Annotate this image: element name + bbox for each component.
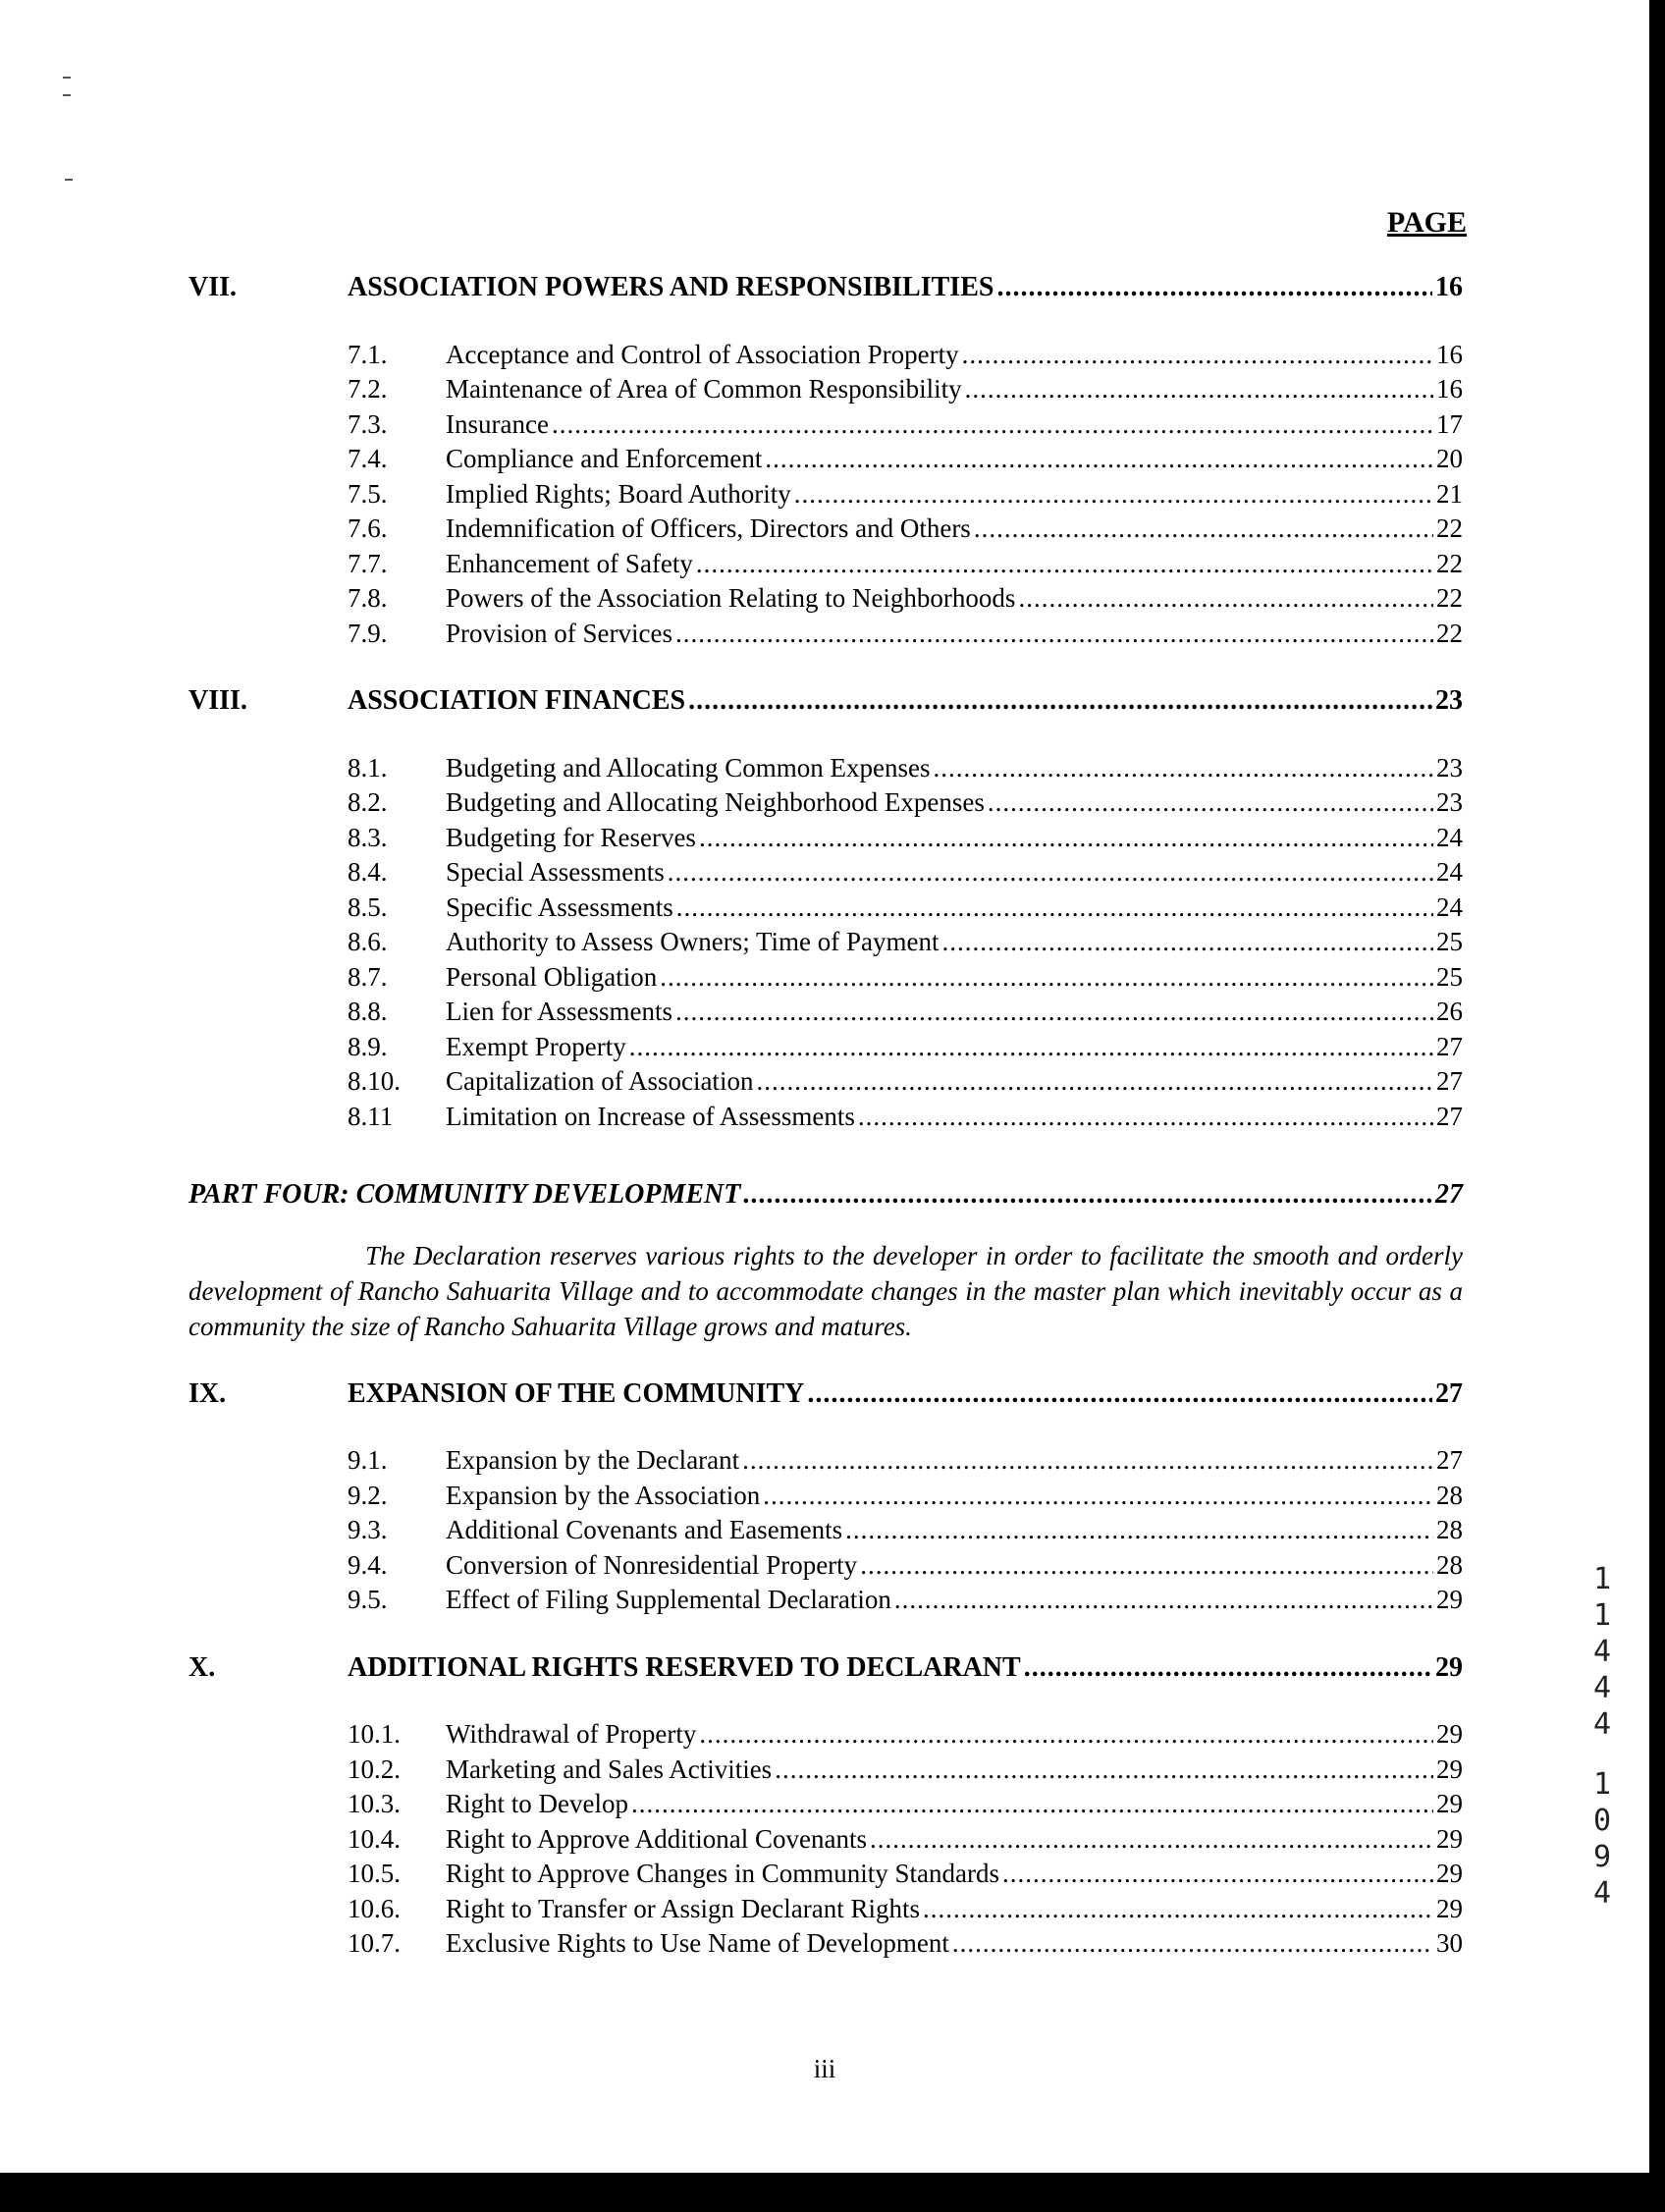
toc-page-number: 17 — [1436, 408, 1463, 439]
dot-leader — [962, 338, 1433, 373]
toc-title: EXPANSION OF THE COMMUNITY — [348, 1377, 805, 1409]
dot-leader — [923, 1892, 1433, 1927]
toc-entry[interactable] — [188, 1479, 1463, 1514]
toc-number: 7.5. — [348, 478, 388, 509]
part-intro-paragraph: The Declaration reserves various rights to the developer in order to facilitate the smooth and orderly development of Rancho Sahuarita Village and to accommodate changes in the master plan which inevitably occur as a community the size of Rancho Sahuarita Village grows and matures. — [188, 1240, 1463, 1341]
toc-page-number: 28 — [1436, 1549, 1463, 1580]
toc-page-number: 16 — [1436, 374, 1463, 404]
toc-page-number: 22 — [1436, 583, 1463, 613]
toc-entry[interactable] — [188, 1443, 1463, 1479]
toc-number: 10.4. — [348, 1823, 401, 1854]
dot-leader — [845, 1513, 1433, 1548]
toc-sections-group — [188, 270, 1463, 1134]
toc-number: X. — [188, 1651, 216, 1683]
toc-page-number: 27 — [1436, 1101, 1463, 1131]
toc-entry[interactable] — [188, 1100, 1463, 1135]
toc-entry[interactable] — [188, 821, 1463, 856]
toc-entry[interactable] — [188, 1717, 1463, 1753]
stamp-digit: 1 — [1592, 1598, 1612, 1633]
toc-number: 8.9. — [348, 1031, 388, 1061]
toc-number: VIII. — [188, 685, 247, 716]
toc-entry[interactable] — [188, 338, 1463, 373]
toc-page-number: 29 — [1436, 1753, 1463, 1784]
stamp-digit: 1 — [1592, 1767, 1612, 1802]
dot-leader — [742, 1443, 1433, 1479]
stamp-digit: 4 — [1592, 1635, 1612, 1669]
dot-leader — [870, 1822, 1433, 1858]
toc-page-number: 29 — [1436, 1859, 1463, 1888]
toc-number: 9.3. — [348, 1515, 388, 1544]
toc-entry[interactable] — [188, 1548, 1463, 1584]
dot-leader — [974, 512, 1433, 547]
toc-page-number: 27 — [1436, 1031, 1463, 1061]
toc-page-number: 23 — [1436, 752, 1463, 782]
toc-entry[interactable] — [188, 1030, 1463, 1065]
dot-leader — [1018, 581, 1433, 617]
toc-number: 8.4. — [348, 857, 388, 887]
toc-entry[interactable] — [188, 1753, 1463, 1788]
toc-entry[interactable] — [188, 995, 1463, 1030]
dot-leader — [668, 855, 1433, 890]
toc-title: Additional Covenants and Easements — [446, 1515, 843, 1544]
dot-leader — [699, 821, 1433, 856]
toc-title: Specific Assessments — [446, 891, 673, 922]
toc-title: ADDITIONAL RIGHTS RESERVED TO DECLARANT — [348, 1651, 1021, 1683]
toc-title: Right to Transfer or Assign Declarant Rights — [446, 1893, 920, 1923]
toc-entry[interactable] — [188, 1857, 1463, 1892]
dot-leader — [552, 407, 1433, 443]
toc-title: Expansion by the Association — [446, 1480, 761, 1510]
toc-number: 10.2. — [348, 1753, 401, 1784]
dot-leader — [696, 547, 1433, 582]
dot-leader — [676, 890, 1433, 926]
toc-number: 8.11 — [348, 1101, 394, 1131]
toc-title: Right to Approve Changes in Community Standards — [446, 1859, 999, 1888]
toc-section-heading[interactable] — [188, 683, 1463, 719]
toc-section-heading[interactable] — [188, 270, 1463, 305]
table-of-contents — [188, 270, 1463, 1962]
toc-title: ASSOCIATION POWERS AND RESPONSIBILITIES — [348, 272, 994, 302]
toc-entry[interactable] — [188, 751, 1463, 786]
toc-entry[interactable] — [188, 1583, 1463, 1618]
toc-page-number: 20 — [1436, 444, 1463, 473]
toc-title: Budgeting and Allocating Common Expenses — [446, 752, 931, 782]
dot-leader — [765, 442, 1433, 477]
toc-entry[interactable] — [188, 442, 1463, 477]
toc-entry[interactable] — [188, 512, 1463, 547]
toc-number: 8.10. — [348, 1066, 401, 1096]
toc-number: 7.8. — [348, 583, 388, 613]
toc-title: Lien for Assessments — [446, 997, 672, 1026]
toc-number: VII. — [188, 272, 238, 302]
toc-number: 8.2. — [348, 787, 388, 817]
dot-leader — [631, 1787, 1433, 1822]
toc-title: Indemnification of Officers, Directors and Others — [446, 513, 971, 543]
dot-leader — [756, 1064, 1433, 1100]
toc-number: 8.1. — [348, 752, 388, 782]
toc-title: Implied Rights; Board Authority — [446, 478, 791, 509]
dot-leader — [933, 751, 1433, 786]
toc-page-number: 21 — [1436, 478, 1463, 509]
scan-mark — [63, 77, 71, 79]
toc-number: 10.1. — [348, 1719, 401, 1749]
toc-page-number: 27 — [1436, 1066, 1463, 1096]
toc-page-number: 24 — [1436, 857, 1463, 887]
dot-leader — [965, 372, 1433, 407]
toc-page-number: 29 — [1436, 1789, 1463, 1818]
toc-title: Personal Obligation — [446, 961, 658, 992]
dot-leader — [688, 683, 1432, 719]
dot-leader — [743, 1177, 1432, 1213]
dot-leader — [675, 617, 1433, 652]
toc-number: 8.8. — [348, 997, 388, 1026]
toc-number: 8.3. — [348, 822, 388, 852]
dot-leader — [1002, 1857, 1433, 1892]
dot-leader — [996, 270, 1432, 305]
dot-leader — [775, 1753, 1433, 1788]
dot-leader — [858, 1100, 1433, 1135]
stamp-digit: 0 — [1592, 1804, 1612, 1838]
toc-title: Budgeting and Allocating Neighborhood Expenses — [446, 787, 985, 817]
toc-title: Right to Develop — [446, 1789, 628, 1818]
page-column-heading: PAGE — [1386, 206, 1467, 239]
stamp-digit: 9 — [1592, 1840, 1612, 1874]
toc-title: Acceptance and Control of Association Property — [446, 339, 959, 369]
toc-entry[interactable] — [188, 581, 1463, 617]
toc-page-number: 25 — [1436, 961, 1463, 992]
stamp-digit: 1 — [1592, 1562, 1612, 1596]
toc-title: Exempt Property — [446, 1031, 626, 1061]
dot-leader — [942, 925, 1433, 960]
toc-part-heading[interactable] — [188, 1177, 1463, 1213]
toc-number: 7.3. — [348, 408, 388, 439]
toc-number: 8.6. — [348, 927, 388, 956]
dot-leader — [952, 1926, 1433, 1962]
toc-number: 9.5. — [348, 1585, 388, 1614]
dot-leader — [860, 1548, 1433, 1584]
toc-number: 7.1. — [348, 339, 388, 369]
toc-number: 7.4. — [348, 444, 388, 473]
toc-title: ASSOCIATION FINANCES — [348, 685, 686, 716]
dot-leader — [894, 1583, 1433, 1618]
toc-page-number: 24 — [1436, 822, 1463, 852]
dot-leader — [794, 477, 1433, 513]
toc-title: Conversion of Nonresidential Property — [446, 1549, 858, 1580]
toc-page-number: 28 — [1436, 1480, 1463, 1510]
toc-number: 7.7. — [348, 548, 388, 578]
dot-leader — [675, 995, 1433, 1030]
toc-entry[interactable] — [188, 1892, 1463, 1927]
toc-page-number: 16 — [1436, 339, 1463, 369]
toc-entry[interactable] — [188, 1513, 1463, 1548]
toc-page-number: 27 — [1436, 1445, 1463, 1475]
dot-leader — [763, 1479, 1433, 1514]
toc-number: 9.2. — [348, 1480, 388, 1510]
toc-title: Powers of the Association Relating to Neighborhoods — [446, 583, 1016, 613]
toc-page-number: 30 — [1436, 1928, 1463, 1958]
toc-entry[interactable] — [188, 372, 1463, 407]
dot-leader — [629, 1030, 1433, 1065]
toc-title: Maintenance of Area of Common Responsibility — [446, 374, 962, 404]
toc-entry[interactable] — [188, 785, 1463, 821]
side-stamp-number — [1583, 1561, 1622, 1912]
toc-page-number: 23 — [1435, 685, 1463, 716]
toc-title: Authority to Assess Owners; Time of Payment — [446, 927, 940, 956]
toc-title: Capitalization of Association — [446, 1066, 754, 1096]
toc-entry[interactable] — [188, 960, 1463, 996]
toc-entry[interactable] — [188, 1787, 1463, 1822]
toc-page-number: 29 — [1436, 1893, 1463, 1923]
toc-entry[interactable] — [188, 407, 1463, 443]
stamp-digit: 4 — [1592, 1876, 1612, 1911]
toc-title: Marketing and Sales Activities — [446, 1753, 773, 1784]
toc-entry[interactable] — [188, 617, 1463, 652]
toc-page-number: 23 — [1436, 787, 1463, 817]
dot-leader — [699, 1717, 1433, 1753]
toc-title: Compliance and Enforcement — [446, 444, 763, 473]
dot-leader — [807, 1376, 1432, 1412]
toc-title: Limitation on Increase of Assessments — [446, 1101, 855, 1131]
toc-page-number: 29 — [1436, 1585, 1463, 1614]
toc-title: Insurance — [446, 408, 549, 439]
toc-title: Withdrawal of Property — [446, 1719, 697, 1749]
toc-entry[interactable] — [188, 855, 1463, 890]
toc-entry[interactable] — [188, 547, 1463, 582]
toc-number: 8.5. — [348, 891, 388, 922]
toc-section-heading[interactable] — [188, 1650, 1463, 1686]
toc-entry[interactable] — [188, 890, 1463, 926]
toc-number: 8.7. — [348, 961, 388, 992]
toc-number: IX. — [188, 1377, 227, 1409]
toc-number: 10.3. — [348, 1789, 401, 1818]
stamp-digit: 4 — [1592, 1671, 1612, 1705]
toc-entry[interactable] — [188, 477, 1463, 513]
toc-page-number: 22 — [1436, 548, 1463, 578]
toc-title: Expansion by the Declarant — [446, 1445, 740, 1475]
toc-page-number: 16 — [1435, 272, 1463, 302]
toc-title: Provision of Services — [446, 618, 672, 648]
toc-page-number: 26 — [1436, 997, 1463, 1026]
toc-sections-group — [188, 1376, 1463, 1962]
toc-number: 10.7. — [348, 1928, 401, 1958]
toc-title: Exclusive Rights to Use Name of Development — [446, 1928, 949, 1958]
toc-number: 9.1. — [348, 1445, 388, 1475]
toc-page-number: 28 — [1436, 1515, 1463, 1544]
toc-page-number: 29 — [1436, 1823, 1463, 1854]
toc-number: 7.9. — [348, 618, 388, 648]
toc-number: 10.6. — [348, 1893, 401, 1923]
scan-mark — [63, 94, 71, 96]
toc-page-number: 22 — [1436, 618, 1463, 648]
toc-entry[interactable] — [188, 1926, 1463, 1962]
toc-page-number: 22 — [1436, 513, 1463, 543]
dot-leader — [988, 785, 1433, 821]
page-number: iii — [813, 2054, 836, 2083]
part-page: 27 — [1435, 1179, 1463, 1210]
toc-title: Effect of Filing Supplemental Declaration — [446, 1585, 891, 1614]
toc-title: Enhancement of Safety — [446, 548, 693, 578]
toc-number: 9.4. — [348, 1549, 388, 1580]
toc-title: Budgeting for Reserves — [446, 822, 696, 852]
toc-number: 10.5. — [348, 1859, 401, 1888]
stamp-digit: 4 — [1592, 1707, 1612, 1742]
dot-leader — [660, 960, 1433, 996]
toc-page-number: 24 — [1436, 891, 1463, 922]
scan-mark — [65, 179, 73, 181]
toc-page-number: 25 — [1436, 927, 1463, 956]
toc-entry[interactable] — [188, 925, 1463, 960]
toc-page-number: 27 — [1435, 1377, 1463, 1409]
toc-number: 7.2. — [348, 374, 388, 404]
toc-number: 7.6. — [348, 513, 388, 543]
toc-page-number: 29 — [1435, 1651, 1463, 1683]
toc-section-heading[interactable] — [188, 1376, 1463, 1412]
toc-entry[interactable] — [188, 1064, 1463, 1100]
toc-title: Special Assessments — [446, 857, 665, 887]
part-title: PART FOUR: COMMUNITY DEVELOPMENT — [188, 1179, 741, 1210]
dot-leader — [1024, 1650, 1432, 1686]
toc-entry[interactable] — [188, 1822, 1463, 1858]
toc-title: Right to Approve Additional Covenants — [446, 1823, 867, 1854]
toc-page-number: 29 — [1436, 1719, 1463, 1749]
